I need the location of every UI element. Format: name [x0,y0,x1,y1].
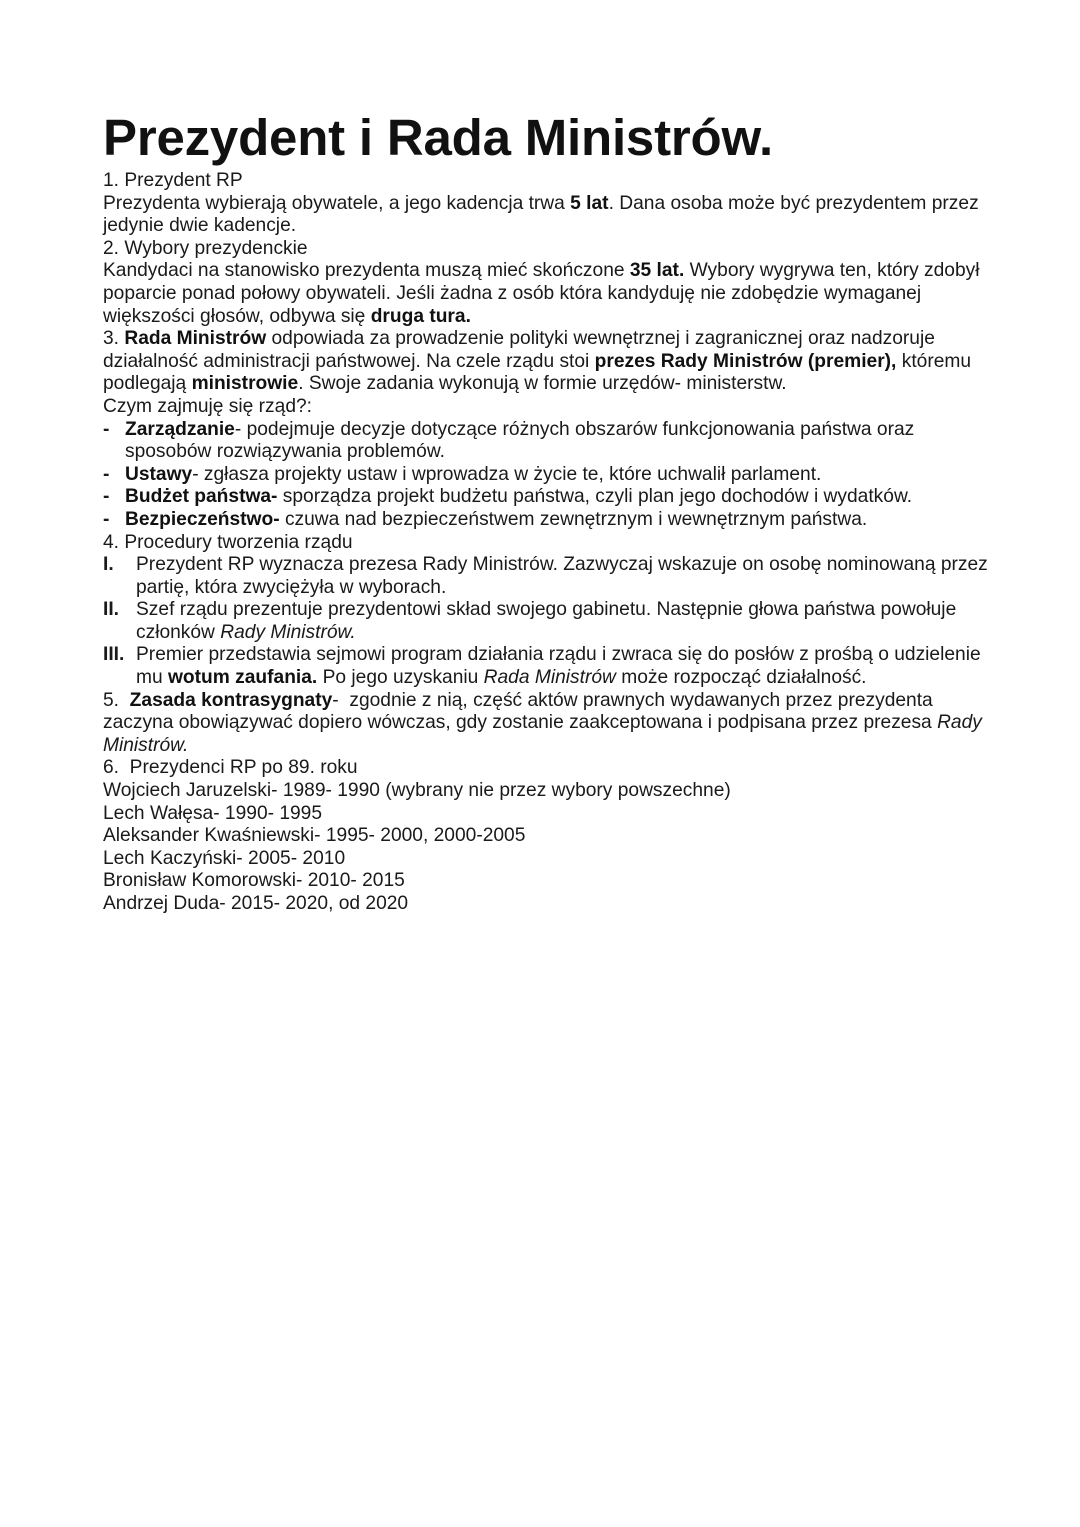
text-run: - podejmuje decyzje dotyczące różnych obszarów funkcjonowania państwa oraz sposobów rozwiązywania problemów. [125,418,915,463]
section-number: 3. [103,328,125,350]
bold-text: Bezpieczeństwo- [125,508,280,530]
bold-text: druga tura. [370,305,471,327]
president-entry: Lech Kaczyński- 2005- 2010 [103,847,346,869]
text-run: Wybory wygrywa ten, który zdobył poparcie ponad połowy obywateli. Jeśli żadna z osób która kandyduję nie zdobędzie wymaganej większości głosów, odbywa się [103,260,980,327]
text-run: - zgodnie z nią, część aktów prawnych wydawanych przez prezydenta zaczyna obowiązywać dopiero wówczas, gdy zostanie zaakceptowana i podpisana przez prezesa [103,689,939,734]
text-run: - zgłasza projekty ustaw i wprowadza w życie te, które uchwalił parlament. [192,463,822,485]
step-text: Prezydent RP wyznacza prezesa Rady Ministrów. Zazwyczaj wskazuje on osobę nominowaną przez partię, która zwyciężyła w wyborach. [136,554,988,598]
president-entry: Bronisław Komorowski- 2010- 2015 [103,870,405,892]
list-item [103,486,1003,509]
list-item [103,464,1003,487]
text-run: może rozpocząć działalność. [615,667,867,689]
text-run: sporządza projekt budżetu państwa, czyli plan jego dochodów i wydatków. [277,486,913,508]
procedure-step [103,554,1003,599]
section-1-heading: 1. Prezydent RP [103,170,243,191]
text-run: . Swoje zadania wykonują w formie urzędów- ministerstw. [298,373,787,395]
section-2-text [103,260,1003,328]
list-marker: - [103,463,110,485]
bold-text: ministrowie [191,373,299,395]
bold-text: Budżet państwa- [125,486,278,508]
page-title: Prezydent i Rada Ministrów. [103,109,774,166]
document-page [103,108,1003,916]
bold-text: 35 lat. [629,260,685,282]
list-item [103,509,1003,532]
italic-text: Rady Ministrów. [220,621,356,643]
section-6-heading: 6. Prezydenci RP po 89. roku [103,757,358,779]
step-text: Szef rządu prezentuje prezydentowi skład swojego gabinetu. Następnie głowa państwa powołuje członków [136,599,957,643]
president-entry: Wojciech Jaruzelski- 1989- 1990 (wybrany nie przez wybory powszechne) [103,780,731,802]
bold-text: Rada Ministrów [124,328,267,350]
section-3-question: Czym zajmuję się rząd?: [103,395,312,417]
bold-text: 5 lat [570,192,609,214]
step-marker: II. [103,599,119,621]
president-entry: Lech Wałęsa- 1990- 1995 [103,802,323,824]
document-body [103,170,1003,916]
text-run: odpowiada za prowadzenie polityki wewnętrznej i zagranicznej oraz nadzoruje działalność administracji państwowej. Na czele rządu stoi [103,328,935,372]
president-entry: Aleksander Kwaśniewski- 1995- 2000, 2000-2005 [103,825,526,847]
list-marker: - [103,508,110,530]
president-entry: Andrzej Duda- 2015- 2020, od 2020 [103,893,409,914]
bold-text: wotum zaufania. [168,667,318,689]
list-item [103,419,1003,464]
procedure-step [103,599,1003,644]
procedure-step [103,644,1003,689]
text-run: któremu podlegają [103,350,972,395]
government-tasks-list [103,419,1003,532]
italic-text: Rady Ministrów. [103,712,982,756]
step-marker: I. [103,554,114,576]
list-marker: - [103,418,110,440]
italic-text: Rada Ministrów [483,667,616,689]
section-number: 5. [103,689,130,711]
text-run: Prezydenta wybierają obywatele, a jego kadencja trwa [103,192,571,214]
bold-text: Zarządzanie [125,418,235,440]
section-5-text [103,690,1003,758]
section-4-heading: 4. Procedury tworzenia rządu [103,531,353,553]
bold-text: Ustawy [125,463,193,485]
bold-text: Zasada kontrasygnaty [129,689,333,711]
list-marker: - [103,486,110,508]
bold-text: prezes Rady Ministrów (premier), [594,350,897,372]
section-2-heading: 2. Wybory prezydenckie [103,237,308,259]
text-run: . Dana osoba może być prezydentem przez jedynie dwie kadencje. [103,192,979,237]
text-run: Kandydaci na stanowisko prezydenta muszą mieć skończone [103,260,630,282]
step-marker: III. [103,644,125,666]
section-1-text [103,193,1003,238]
section-3-text [103,328,1003,396]
step-text: Premier przedstawia sejmowi program działania rządu i zwraca się do posłów z prośbą o udzielenie mu [136,644,981,689]
text-run: Po jego uzyskaniu [317,667,484,689]
text-run: czuwa nad bezpieczeństwem zewnętrznym i wewnętrznym państwa. [279,508,868,530]
